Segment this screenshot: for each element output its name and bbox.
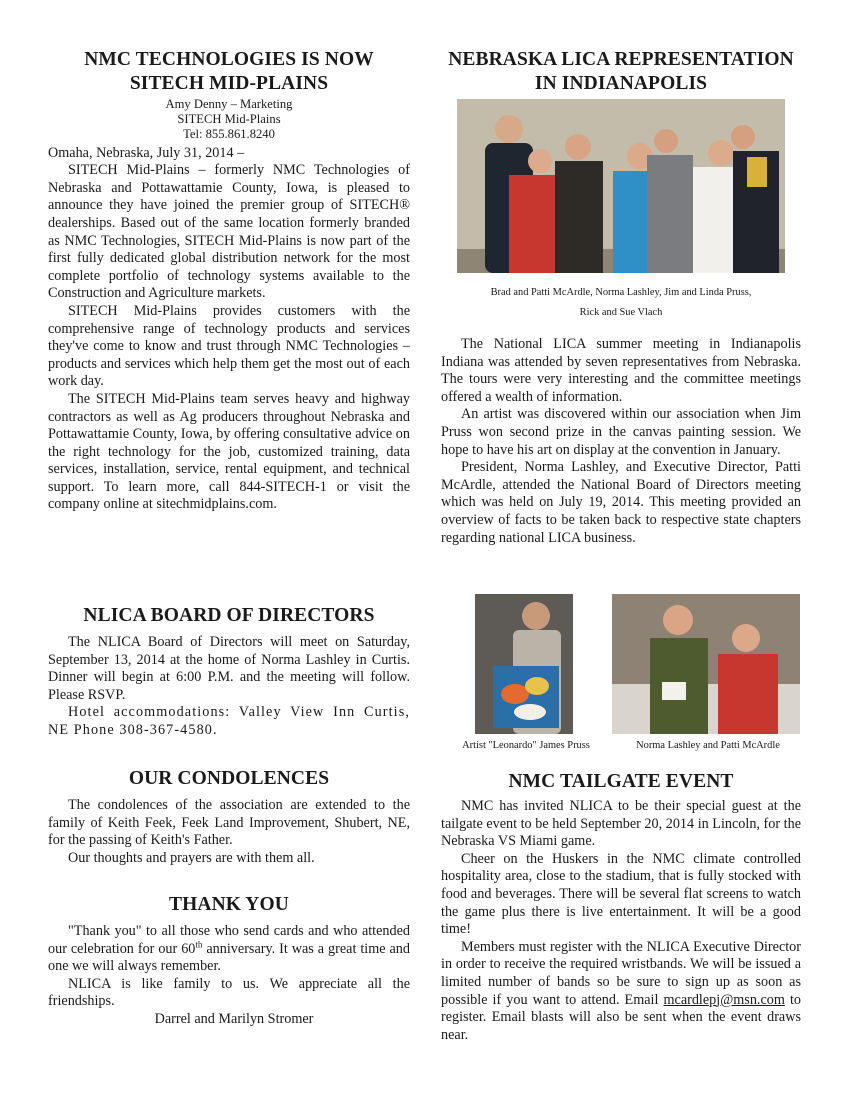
board-members-caption <box>615 736 801 756</box>
artist-photo-caption <box>441 736 611 756</box>
lica-body <box>441 336 801 547</box>
group-caption-line2: Rick and Sue Vlach <box>579 307 663 318</box>
group-photo <box>457 99 785 273</box>
board-members-photo <box>612 594 800 734</box>
lica-para-3: President, Norma Lashley, and Executive Director, Patti McArdle, attended the National Board of Directors meeting which was held on July 19, 2014. This meeting provided an overview of facts to be taken back to respective state chapters regarding national LICA business. <box>441 459 801 546</box>
board-members-photo-image <box>612 594 800 734</box>
thankyou-sup: th <box>195 938 203 949</box>
nmc-para-3: The SITECH Mid-Plains team serves heavy and highway contractors as well as Ag producers throughout Nebraska and Pottawattamie County, Iowa, by offering consultative advice on the right technology for the job, customized training, data services, installation, service, rental equipment, and technical support. To learn more, call 844-SITECH-1 or visit the company online at sitechmidplains.com. <box>48 390 410 513</box>
thankyou-para-2: NLICA is like family to us. We appreciate all the friendships. <box>48 975 410 1010</box>
thankyou-signature: Darrel and Marilyn Stromer <box>154 1010 314 1027</box>
group-caption-line1: Brad and Patti McArdle, Norma Lashley, Jim and Linda Pruss, <box>490 287 752 298</box>
condolences-article <box>48 767 410 867</box>
tailgate-article <box>441 770 801 1044</box>
thankyou-para-1-b: anniversary. It was a great time and one we will always remember. <box>48 940 410 975</box>
nmc-dateline: Omaha, Nebraska, July 31, 2014 – <box>48 144 245 161</box>
lica-para-1: The National LICA summer meeting in Indianapolis Indiana was attended by seven representatives from Nebraska. The tours were very interesting and the committee meetings offered a wealth of information. <box>441 336 801 405</box>
byline-tel: Tel: 855.861.8240 <box>183 127 275 142</box>
artist-photo <box>475 594 573 734</box>
byline-org: SITECH Mid-Plains <box>177 112 281 127</box>
condolences-title: OUR CONDOLENCES <box>128 768 330 789</box>
artist-photo-image <box>475 594 573 734</box>
condolences-para-1: The condolences of the association are extended to the family of Keith Feek, Feek Land Improvement, Shubert, NE, for the passing of Keith's Father. <box>48 797 410 849</box>
board-title: NLICA BOARD OF DIRECTORS <box>83 605 375 626</box>
nmc-byline <box>48 97 410 143</box>
email-link[interactable]: mcardlepj@msn.com <box>663 991 785 1008</box>
group-photo-image <box>457 99 785 273</box>
board-para-2: Hotel accommodations: Valley View Inn Curtis, NE Phone 308-367-4580. <box>48 704 410 738</box>
nmc-article-title <box>48 48 410 96</box>
lica-article <box>441 48 801 96</box>
thankyou-article <box>48 893 410 1029</box>
thankyou-para-1 <box>48 923 410 976</box>
board-article <box>48 604 410 740</box>
lica-title-line2: IN INDIANAPOLIS <box>534 73 708 94</box>
tailgate-para-2: Cheer on the Huskers in the NMC climate controlled hospitality area, close to the stadium, that is fully stocked with food and beverages. There will be several flat screens to watch the game plus there is live entertainment. It will be a good time! <box>441 850 801 938</box>
byline-name: Amy Denny – Marketing <box>165 97 293 111</box>
lica-article-title <box>441 48 801 96</box>
condolences-para-2: Our thoughts and prayers are with them all. <box>68 849 315 866</box>
nmc-para-2: SITECH Mid-Plains provides customers with the comprehensive range of technology products and services they've come to know and trust through NMC Technologies – products and services which help them get the most out of each work day. <box>48 302 410 390</box>
tailgate-para-1: NMC has invited NLICA to be their special guest at the tailgate event to be held September 20, 2014 in Lincoln, for the Nebraska VS Miami game. <box>441 798 801 850</box>
tailgate-title: NMC TAILGATE EVENT <box>508 771 734 792</box>
group-photo-caption <box>441 283 801 323</box>
tailgate-para-3-a: Members must register with the NLICA Executive Director in order to receive the required wristbands. We will be issued a limited number of bands so be sure to sign up as soon as possible if you want to attend. Email <box>441 938 801 1008</box>
nmc-title-line2: SITECH MID-PLAINS <box>129 73 329 94</box>
thankyou-para-1-a: "Thank you" to all those who send cards and who attended our celebration for our 60 <box>48 923 410 957</box>
board-para-1: The NLICA Board of Directors will meet on Saturday, September 13, 2014 at the home of Norma Lashley in Curtis. Dinner will begin at 6:00 P.M. and the meeting will follow. Please RSVP. <box>48 634 410 703</box>
tailgate-para-3 <box>441 939 801 1045</box>
thankyou-title: THANK YOU <box>169 894 289 915</box>
board-members-caption-text: Norma Lashley and Patti McArdle <box>636 740 780 751</box>
artist-caption: Artist "Leonardo" James Pruss <box>462 740 590 751</box>
nmc-para-1: SITECH Mid-Plains – formerly NMC Technologies of Nebraska and Pottawattamie County, Iowa, is pleased to announce they have joined the premier group of SITECH® dealerships. Based out of the same location formerly branded as NMC Technologies, SITECH Mid-Plains is now part of the first fully dedicated global distribution network for the most complete portfolio of technology systems available to the Construction and Agriculture markets. <box>48 162 410 302</box>
nmc-title-line1: NMC TECHNOLOGIES IS NOW <box>84 49 374 70</box>
lica-title-line1: NEBRASKA LICA REPRESENTATION <box>448 49 794 70</box>
nmc-article <box>48 48 410 514</box>
tailgate-para-3-b: to register. Email blasts will also be sent when the event draws near. <box>441 991 801 1043</box>
lica-para-2: An artist was discovered within our association when Jim Pruss won second prize in the canvas painting session. We hope to have his art on display at the convention in January. <box>441 406 801 458</box>
